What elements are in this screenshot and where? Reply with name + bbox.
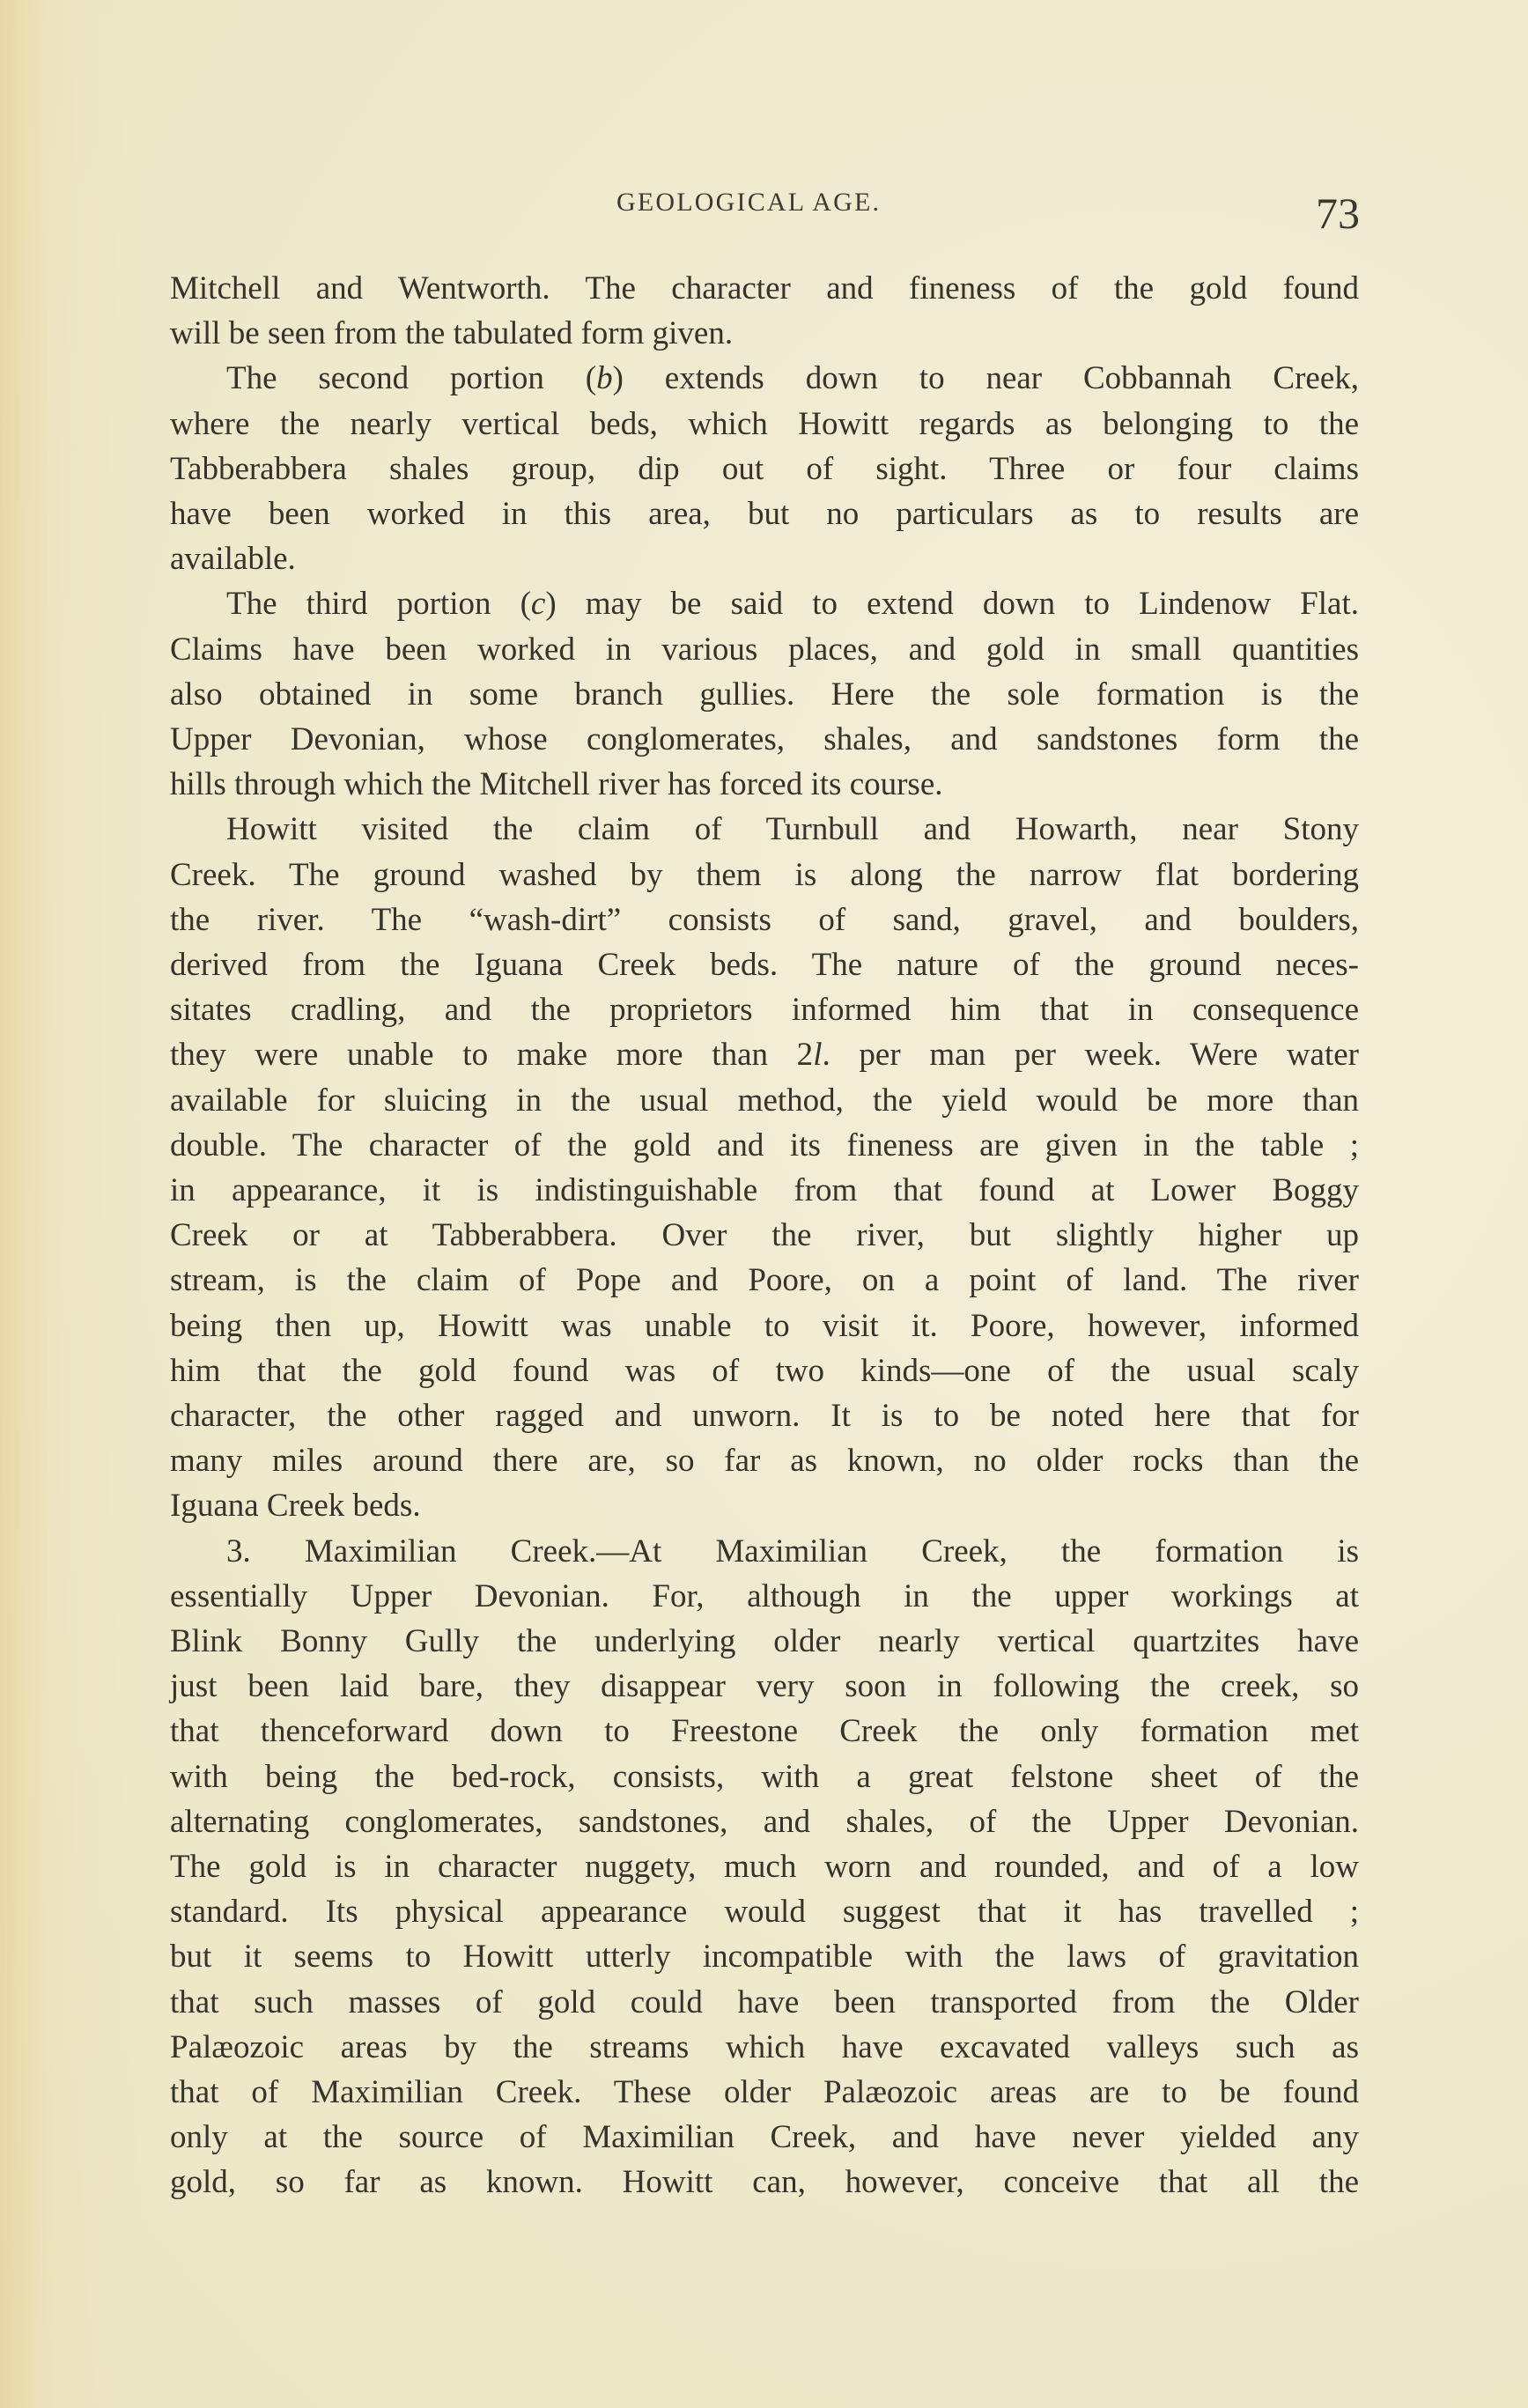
text-line xyxy=(170,2160,1359,2205)
text-line-content: Mitchell and Wentworth. The character and fineness of the gold found xyxy=(170,270,1359,307)
text-line-content: sitates cradling, and the proprietors informed him that in consequence xyxy=(170,992,1359,1029)
text-line-content: alternating conglomerates, sandstones, and shales, of the Upper Devonian. xyxy=(170,1803,1359,1840)
text-line-content: available for sluicing in the usual method, the yield would be more than xyxy=(170,1082,1359,1119)
text-line xyxy=(170,1213,1359,1258)
text-line xyxy=(170,2115,1359,2160)
text-line xyxy=(170,1619,1359,1664)
text-line-content: gold, so far as known. Howitt can, however, conceive that all the xyxy=(170,2164,1359,2201)
text-line-content: that such masses of gold could have been transported from the Older xyxy=(170,1983,1359,2020)
text-line-content: Creek or at Tabberabbera. Over the river, but slightly higher up xyxy=(170,1217,1359,1254)
text-line xyxy=(170,491,1359,536)
text-line xyxy=(170,1438,1359,1483)
text-line xyxy=(170,717,1359,762)
text-line-content: Tabberabbera shales group, dip out of sight. Three or four claims xyxy=(170,450,1359,487)
text-line xyxy=(170,1168,1359,1213)
text-line xyxy=(226,807,1359,852)
text-line-content: that of Maximilian Creek. These older Palæozoic areas are to be found xyxy=(170,2074,1359,2110)
text-line xyxy=(170,1709,1359,1754)
text-line xyxy=(170,1754,1359,1799)
text-line-content: Claims have been worked in various places, and gold in small quantities xyxy=(170,631,1359,668)
text-line-content: double. The character of the gold and its fineness are given in the table ; xyxy=(170,1126,1359,1163)
text-line-content: just been laid bare, they disappear very soon in following the creek, so xyxy=(170,1668,1359,1705)
text-line-content: The gold is in character nuggety, much worn and rounded, and of a low xyxy=(170,1849,1359,1885)
text-line xyxy=(170,1348,1359,1393)
text-line xyxy=(170,1889,1359,1934)
text-line xyxy=(170,672,1359,717)
text-line xyxy=(170,1574,1359,1619)
text-line-content: with being the bed-rock, consists, with a great felstone sheet of the xyxy=(170,1758,1359,1795)
text-line xyxy=(170,1844,1359,1889)
text-line xyxy=(170,1258,1359,1303)
text-line xyxy=(170,853,1359,897)
text-line xyxy=(170,987,1359,1032)
text-line xyxy=(170,1799,1359,1844)
text-line-content: derived from the Iguana Creek beds. The nature of the ground neces- xyxy=(170,947,1359,983)
text-line xyxy=(170,402,1359,447)
text-line-content: essentially Upper Devonian. For, although in the upper workings at xyxy=(170,1577,1359,1614)
text-line-content: Creek. The ground washed by them is along the narrow flat bordering xyxy=(170,856,1359,893)
text-line-content: will be seen from the tabulated form given. xyxy=(170,315,734,352)
text-line xyxy=(170,1980,1359,2025)
italic-letter: l xyxy=(813,1037,823,1074)
text-line xyxy=(170,627,1359,672)
text-line xyxy=(170,1934,1359,1979)
text-line-content: that thenceforward down to Freestone Creek the only formation met xyxy=(170,1713,1359,1750)
text-line-content: Howitt visited the claim of Turnbull and Howarth, near Stony xyxy=(226,811,1359,848)
text-line xyxy=(170,1123,1359,1168)
text-line-content: Blink Bonny Gully the underlying older nearly vertical quartzites have xyxy=(170,1623,1359,1659)
text-line xyxy=(170,897,1359,942)
text-line-content: him that the gold found was of two kinds—one of the usual scaly xyxy=(170,1352,1359,1389)
text-line xyxy=(170,1032,1359,1077)
text-line-content: Upper Devonian, whose conglomerates, shales, and sandstones form the xyxy=(170,721,1359,757)
italic-letter: c xyxy=(530,586,546,623)
text-line-content: Iguana Creek beds. xyxy=(170,1488,421,1525)
text-line xyxy=(226,1529,1359,1574)
text-line xyxy=(170,1393,1359,1438)
text-line xyxy=(170,1483,1359,1528)
text-line xyxy=(170,311,1359,356)
text-line xyxy=(170,266,1359,311)
text-line-content: Palæozoic areas by the streams which have excavated valleys such as xyxy=(170,2028,1359,2065)
text-line-content: character, the other ragged and unworn. It is to be noted here that for xyxy=(170,1398,1359,1434)
text-line xyxy=(170,1078,1359,1123)
text-line-content: being then up, Howitt was unable to visit it. Poore, however, informed xyxy=(170,1307,1359,1344)
text-line-content: available. xyxy=(170,541,296,578)
text-line-content: standard. Its physical appearance would suggest that it has travelled ; xyxy=(170,1894,1359,1931)
running-head: GEOLOGICAL AGE. xyxy=(616,188,882,217)
text-line-content: have been worked in this area, but no particulars as to results are xyxy=(170,496,1359,532)
text-line-content: the river. The “wash-dirt” consists of sand, gravel, and boulders, xyxy=(170,901,1359,938)
text-line xyxy=(170,762,1359,807)
text-line-content: where the nearly vertical beds, which Howitt regards as belonging to the xyxy=(170,405,1359,442)
italic-letter: b xyxy=(596,360,613,397)
text-line xyxy=(170,942,1359,987)
text-line-content: only at the source of Maximilian Creek, and have never yielded any xyxy=(170,2119,1359,2156)
text-line-content: but it seems to Howitt utterly incompatible with the laws of gravitation xyxy=(170,1939,1359,1976)
page-number: 73 xyxy=(1316,188,1360,238)
text-line xyxy=(170,2070,1359,2115)
text-line-content: they were unable to make more than 2l. per man per week. Were water xyxy=(170,1037,1359,1074)
text-line-content: The third portion (c) may be said to extend down to Lindenow Flat. xyxy=(226,586,1359,623)
text-line xyxy=(226,356,1359,401)
text-line-content: in appearance, it is indistinguishable from that found at Lower Boggy xyxy=(170,1172,1359,1208)
text-line-content: also obtained in some branch gullies. Here the sole formation is the xyxy=(170,676,1359,713)
text-line xyxy=(170,447,1359,491)
text-line-content: stream, is the claim of Pope and Poore, on a point of land. The river xyxy=(170,1262,1359,1299)
text-line-content: hills through which the Mitchell river has forced its course. xyxy=(170,766,943,803)
text-line xyxy=(170,1664,1359,1709)
text-line xyxy=(170,2025,1359,2070)
text-line xyxy=(226,581,1359,626)
text-line-content: many miles around there are, so far as known, no older rocks than the xyxy=(170,1443,1359,1480)
text-line-content: 3. Maximilian Creek.—At Maximilian Creek, the formation is xyxy=(226,1533,1359,1570)
text-line xyxy=(170,536,1359,581)
text-line xyxy=(170,1304,1359,1348)
text-line-content: The second portion (b) extends down to near Cobbannah Creek, xyxy=(226,360,1359,397)
